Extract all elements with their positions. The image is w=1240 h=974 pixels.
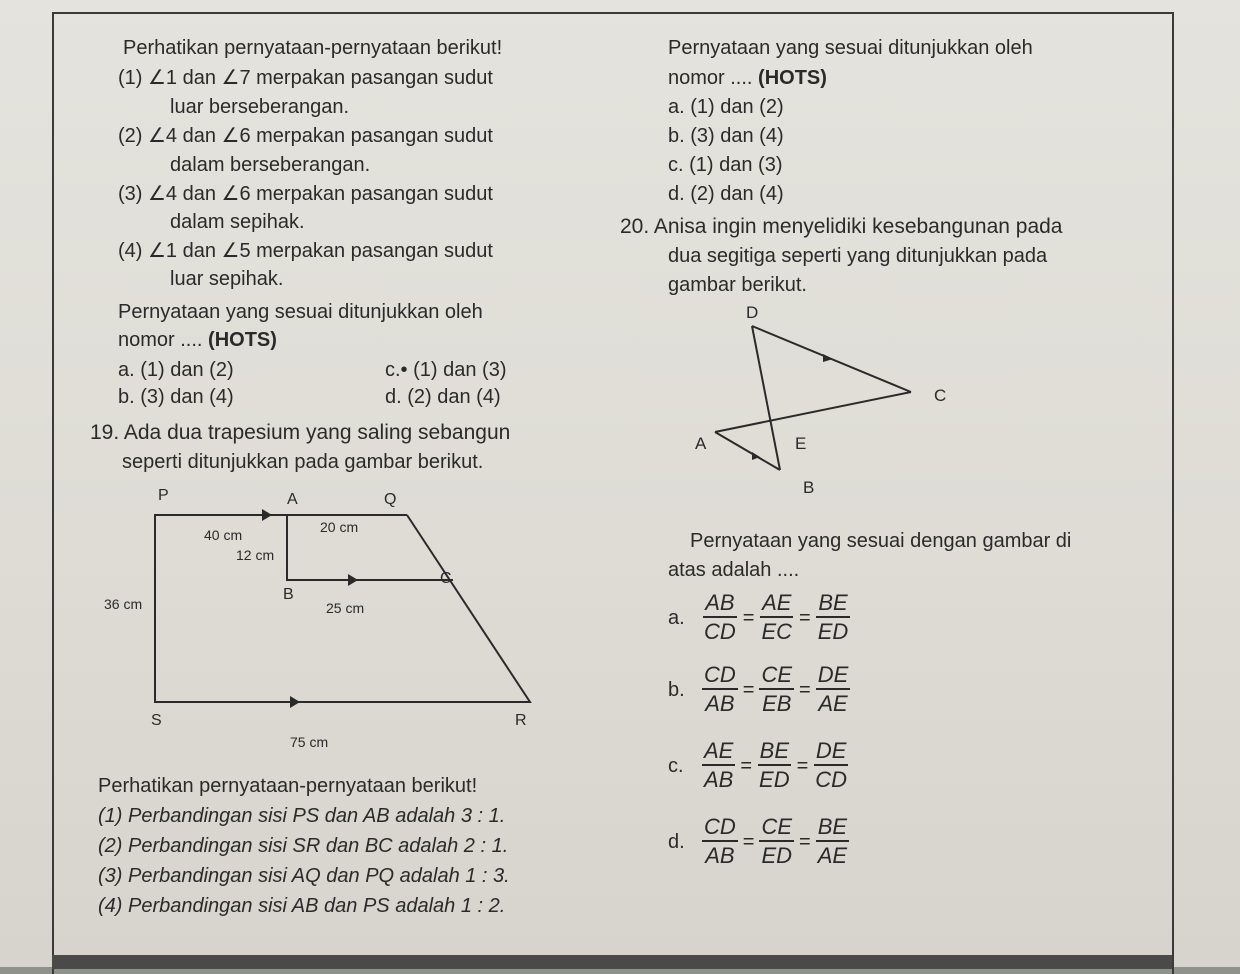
q20-prompt: Pernyataan yang sesuai dengan gambar di — [690, 530, 1072, 552]
option-a: a. (1) dan (2) — [118, 359, 234, 381]
right-question-prompt: Pernyataan yang sesuai ditunjukkan oleh — [668, 37, 1033, 59]
equals-sign: = — [796, 754, 809, 777]
statement-4-cont: luar sepihak. — [170, 268, 284, 290]
question-prompt: Pernyataan yang sesuai ditunjukkan oleh — [118, 301, 483, 323]
fraction-denominator: ED — [759, 767, 790, 792]
q20-option-d — [668, 814, 851, 870]
statement-1-cont: luar berseberangan. — [170, 96, 350, 118]
equals-sign: = — [742, 678, 755, 701]
fraction-numerator: CD — [702, 814, 738, 842]
fraction-numerator: AE — [760, 590, 793, 618]
label-c: C — [440, 570, 452, 587]
length-aq: 20 cm — [320, 519, 359, 535]
equals-sign: = — [799, 606, 811, 629]
fraction-denominator: AB — [704, 767, 734, 792]
q19-statement-2: (2) Perbandingan sisi SR dan BC adalah 2 : 1. — [98, 835, 509, 857]
statement-3: (3) ∠4 dan ∠6 merpakan pasangan sudut — [118, 183, 493, 205]
option-letter: c. — [668, 754, 684, 777]
label-a: A — [287, 491, 298, 508]
q20-option-b — [668, 662, 852, 718]
q20-line-3: gambar berikut. — [668, 274, 807, 296]
statement-4: (4) ∠1 dan ∠5 merpakan pasangan sudut — [118, 240, 493, 262]
option-letter: a. — [668, 606, 685, 629]
fraction-numerator: AB — [703, 590, 736, 618]
length-ps: 36 cm — [104, 596, 143, 612]
fraction — [759, 814, 794, 870]
fraction-numerator: BE — [758, 738, 791, 766]
equals-sign: = — [799, 678, 811, 701]
fraction-numerator: DE — [814, 738, 849, 766]
parallel-arrow-top — [262, 509, 272, 521]
fraction-denominator: ED — [817, 619, 849, 644]
fraction-denominator: CD — [704, 619, 736, 644]
fraction-numerator: CE — [759, 814, 794, 842]
q19-statement-3: (3) Perbandingan sisi AQ dan PQ adalah 1 : 3. — [98, 865, 510, 887]
label-e: E — [795, 434, 807, 453]
fraction — [759, 590, 794, 646]
fraction-denominator: ED — [761, 843, 793, 868]
option-letter: d. — [668, 830, 685, 853]
fraction — [757, 738, 792, 794]
fraction-denominator: CD — [815, 767, 848, 792]
right-hots-tag: (HOTS) — [758, 67, 827, 89]
q19-statements-intro: Perhatikan pernyataan-pernyataan berikut! — [98, 775, 478, 797]
right-option-c: c. (1) dan (3) — [668, 154, 783, 176]
equals-sign: = — [740, 754, 753, 777]
fraction — [816, 814, 849, 870]
parallel-arrow-bottom — [290, 696, 300, 708]
option-b: b. (3) dan (4) — [118, 386, 234, 408]
label-q: Q — [384, 491, 397, 508]
fraction-numerator: BE — [816, 814, 849, 842]
statement-1: (1) ∠1 dan ∠7 merpakan pasangan sudut — [118, 67, 493, 89]
statement-3-cont: dalam sepihak. — [170, 211, 305, 233]
q19-statement-4: (4) Perbandingan sisi AB dan PS adalah 1 : 2. — [98, 895, 506, 917]
option-letter: b. — [668, 678, 685, 701]
q20-prompt-cont: atas adalah .... — [668, 559, 800, 581]
question-prompt-cont: nomor .... (HOTS) — [118, 329, 277, 351]
fraction-numerator: AE — [702, 738, 735, 766]
fraction-denominator: EB — [762, 691, 792, 716]
label-r: R — [515, 712, 527, 729]
hots-tag: (HOTS) — [208, 329, 277, 351]
fraction — [702, 662, 738, 718]
right-question-prompt-cont: nomor .... (HOTS) — [668, 67, 827, 89]
fraction-numerator: CE — [759, 662, 794, 690]
fraction — [816, 590, 851, 646]
fraction-denominator: AB — [705, 843, 735, 868]
parallel-arrow-mid — [348, 574, 358, 586]
fraction-numerator: CD — [702, 662, 738, 690]
q19-statement-1: (1) Perbandingan sisi PS dan AB adalah 3 : 1. — [98, 805, 506, 827]
q20-line-2: dua segitiga seperti yang ditunjukkan pada — [668, 245, 1048, 267]
length-pa: 40 cm — [204, 527, 243, 543]
fraction-numerator: BE — [816, 590, 849, 618]
fraction-numerator: DE — [816, 662, 851, 690]
length-ab: 12 cm — [236, 547, 275, 563]
segment-ab — [715, 432, 780, 470]
fraction-denominator: AE — [818, 691, 848, 716]
segment-ac — [715, 392, 911, 432]
fraction-denominator: AB — [705, 691, 735, 716]
right-option-a: a. (1) dan (2) — [668, 96, 784, 118]
equals-sign: = — [742, 606, 755, 629]
statement-2: (2) ∠4 dan ∠6 merpakan pasangan sudut — [118, 125, 493, 147]
segment-db — [752, 326, 780, 470]
fraction — [759, 662, 794, 718]
right-option-d: d. (2) dan (4) — [668, 183, 784, 205]
q20-option-c — [668, 738, 851, 794]
fraction — [702, 738, 735, 794]
equals-sign: = — [799, 830, 811, 853]
label-tri-a: A — [695, 434, 707, 453]
parallel-mark-ab — [752, 452, 760, 460]
length-sr: 75 cm — [290, 734, 329, 750]
option-c: c.• (1) dan (3) — [385, 359, 507, 381]
label-tri-b: B — [803, 478, 815, 497]
q20-option-a — [668, 590, 852, 646]
fraction — [702, 814, 738, 870]
fraction — [702, 590, 738, 646]
fraction — [816, 662, 851, 718]
q19-line-2: seperti ditunjukkan pada gambar berikut. — [122, 451, 484, 473]
q19-line-1: 19. Ada dua trapesium yang saling sebangun — [90, 421, 511, 444]
label-tri-c: C — [934, 386, 947, 405]
right-option-b: b. (3) dan (4) — [668, 125, 784, 147]
q20-line-1: 20. Anisa ingin menyelidiki kesebangunan pada — [620, 215, 1063, 238]
fraction — [813, 738, 849, 794]
statement-2-cont: dalam berseberangan. — [170, 154, 371, 176]
fraction-denominator: EC — [761, 619, 793, 644]
label-p: P — [158, 487, 169, 504]
label-d: D — [746, 303, 759, 322]
label-b: B — [283, 586, 294, 603]
statements-intro: Perhatikan pernyataan-pernyataan berikut! — [123, 37, 503, 59]
length-bc: 25 cm — [326, 600, 365, 616]
equals-sign: = — [742, 830, 755, 853]
option-d: d. (2) dan (4) — [385, 386, 501, 408]
fraction-denominator: AE — [817, 843, 848, 868]
label-s: S — [151, 712, 162, 729]
